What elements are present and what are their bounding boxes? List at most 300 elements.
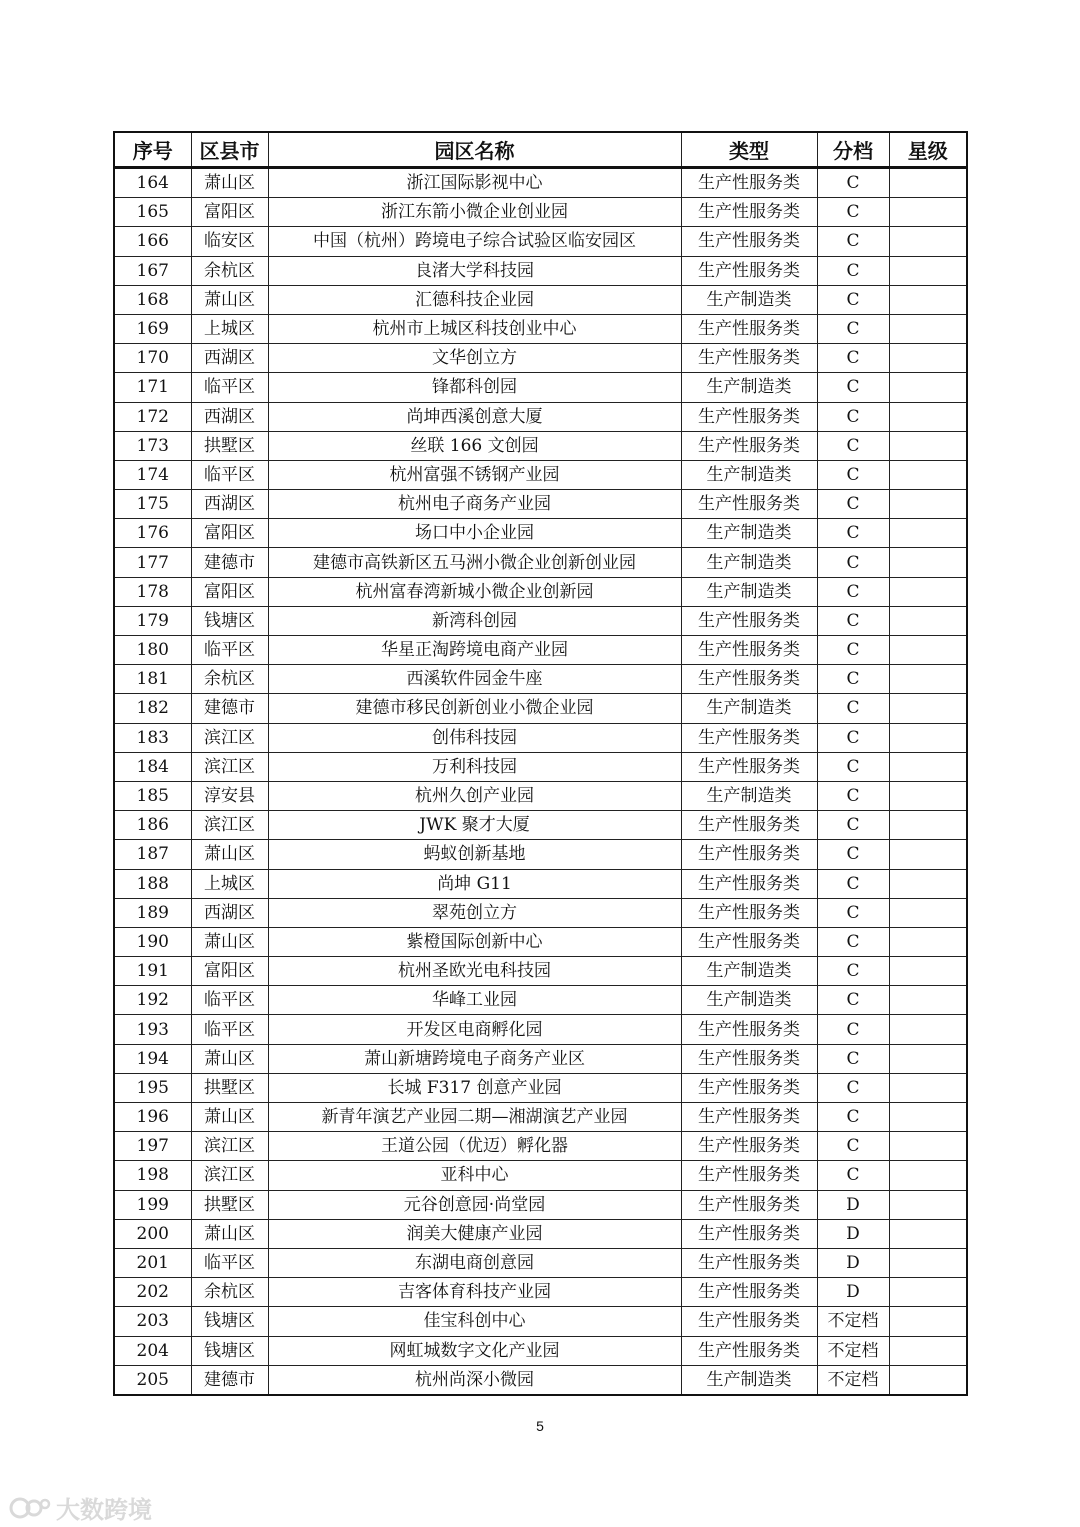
table-row [114, 1365, 967, 1395]
cell-type: 生产性服务类 [681, 869, 817, 898]
cell-index: 183 [114, 723, 191, 752]
cell-type: 生产制造类 [681, 373, 817, 402]
cell-park-name: 杭州久创产业园 [268, 781, 681, 810]
cell-type: 生产性服务类 [681, 1278, 817, 1307]
cell-star [889, 1307, 967, 1336]
cell-type: 生产性服务类 [681, 811, 817, 840]
cell-index: 177 [114, 548, 191, 577]
col-header-index: 序号 [114, 132, 191, 168]
cell-park-name: 新湾科创园 [268, 606, 681, 635]
cell-grade: C [817, 957, 889, 986]
cell-star [889, 1103, 967, 1132]
table-row [114, 781, 967, 810]
cell-grade: C [817, 927, 889, 956]
cell-district: 拱墅区 [191, 431, 268, 460]
cell-star [889, 314, 967, 343]
cell-park-name: 建德市移民创新创业小微企业园 [268, 694, 681, 723]
cell-district: 萧山区 [191, 840, 268, 869]
cell-type: 生产制造类 [681, 285, 817, 314]
cell-grade: C [817, 431, 889, 460]
cell-district: 建德市 [191, 548, 268, 577]
cell-type: 生产性服务类 [681, 723, 817, 752]
table-row [114, 723, 967, 752]
cell-index: 172 [114, 402, 191, 431]
cell-park-name: 翠苑创立方 [268, 898, 681, 927]
cell-star [889, 636, 967, 665]
cell-district: 滨江区 [191, 1132, 268, 1161]
cell-park-name: 良渚大学科技园 [268, 256, 681, 285]
cell-grade: D [817, 1278, 889, 1307]
cell-index: 184 [114, 752, 191, 781]
cell-grade: C [817, 256, 889, 285]
cell-grade: C [817, 986, 889, 1015]
cell-district: 西湖区 [191, 490, 268, 519]
cell-index: 199 [114, 1190, 191, 1219]
table-row [114, 1336, 967, 1365]
cell-district: 萧山区 [191, 927, 268, 956]
cell-type: 生产性服务类 [681, 927, 817, 956]
cell-district: 临安区 [191, 227, 268, 256]
cell-park-name: 建德市高铁新区五马洲小微企业创新创业园 [268, 548, 681, 577]
cell-park-name: 紫橙国际创新中心 [268, 927, 681, 956]
cell-type: 生产性服务类 [681, 256, 817, 285]
cell-star [889, 665, 967, 694]
cell-type: 生产制造类 [681, 460, 817, 489]
cell-index: 197 [114, 1132, 191, 1161]
cell-district: 富阳区 [191, 519, 268, 548]
table-row [114, 168, 967, 198]
cell-star [889, 344, 967, 373]
table-row [114, 1190, 967, 1219]
watermark [8, 1490, 152, 1525]
cell-index: 205 [114, 1365, 191, 1395]
cell-type: 生产制造类 [681, 577, 817, 606]
cell-star [889, 694, 967, 723]
cell-district: 余杭区 [191, 1278, 268, 1307]
cell-index: 189 [114, 898, 191, 927]
cell-type: 生产性服务类 [681, 1307, 817, 1336]
cell-index: 179 [114, 606, 191, 635]
cell-star [889, 256, 967, 285]
cell-type: 生产性服务类 [681, 665, 817, 694]
cell-grade: C [817, 460, 889, 489]
cell-park-name: 萧山新塘跨境电子商务产业区 [268, 1044, 681, 1073]
cell-park-name: 尚坤西溪创意大厦 [268, 402, 681, 431]
cell-star [889, 957, 967, 986]
cell-star [889, 898, 967, 927]
cell-type: 生产性服务类 [681, 1073, 817, 1102]
cell-index: 181 [114, 665, 191, 694]
cell-park-name: 吉客体育科技产业园 [268, 1278, 681, 1307]
cell-district: 萧山区 [191, 1219, 268, 1248]
cell-district: 余杭区 [191, 256, 268, 285]
cell-district: 萧山区 [191, 168, 268, 198]
cell-grade: 不定档 [817, 1307, 889, 1336]
cell-grade: C [817, 1073, 889, 1102]
cell-park-name: 杭州市上城区科技创业中心 [268, 314, 681, 343]
cell-grade: C [817, 577, 889, 606]
cell-district: 淳安县 [191, 781, 268, 810]
table-row [114, 1219, 967, 1248]
cell-grade: C [817, 1132, 889, 1161]
cell-grade: D [817, 1190, 889, 1219]
cell-district: 滨江区 [191, 723, 268, 752]
cell-park-name: 汇德科技企业园 [268, 285, 681, 314]
cell-district: 富阳区 [191, 577, 268, 606]
cell-type: 生产性服务类 [681, 1044, 817, 1073]
cell-star [889, 781, 967, 810]
cell-grade: C [817, 665, 889, 694]
table-row [114, 1073, 967, 1102]
cell-district: 萧山区 [191, 1044, 268, 1073]
cell-index: 200 [114, 1219, 191, 1248]
cell-type: 生产性服务类 [681, 1103, 817, 1132]
cell-type: 生产性服务类 [681, 344, 817, 373]
cell-type: 生产性服务类 [681, 898, 817, 927]
table-row [114, 957, 967, 986]
cell-type: 生产性服务类 [681, 1132, 817, 1161]
cell-district: 钱塘区 [191, 606, 268, 635]
cell-grade: C [817, 227, 889, 256]
table-row [114, 1278, 967, 1307]
cell-star [889, 168, 967, 198]
cell-index: 182 [114, 694, 191, 723]
cell-grade: C [817, 1161, 889, 1190]
cell-park-name: 杭州圣欧光电科技园 [268, 957, 681, 986]
table-row [114, 285, 967, 314]
table-row [114, 869, 967, 898]
cell-grade: C [817, 402, 889, 431]
cell-type: 生产制造类 [681, 548, 817, 577]
table-row [114, 665, 967, 694]
table-row [114, 898, 967, 927]
cell-star [889, 1219, 967, 1248]
cell-type: 生产性服务类 [681, 1336, 817, 1365]
cell-park-name: 网虹城数字文化产业园 [268, 1336, 681, 1365]
park-list-table [113, 131, 968, 1396]
table-row [114, 752, 967, 781]
cell-star [889, 490, 967, 519]
cell-park-name: 长城 F317 创意产业园 [268, 1073, 681, 1102]
cell-star [889, 840, 967, 869]
table-row [114, 460, 967, 489]
cell-park-name: 佳宝科创中心 [268, 1307, 681, 1336]
cell-index: 194 [114, 1044, 191, 1073]
cell-district: 拱墅区 [191, 1190, 268, 1219]
cell-district: 富阳区 [191, 957, 268, 986]
cell-park-name: 杭州富强不锈钢产业园 [268, 460, 681, 489]
cell-star [889, 1248, 967, 1277]
cell-park-name: 创伟科技园 [268, 723, 681, 752]
cell-district: 建德市 [191, 1365, 268, 1395]
cell-star [889, 198, 967, 227]
cell-park-name: 浙江东箭小微企业创业园 [268, 198, 681, 227]
cell-park-name: 尚坤 G11 [268, 869, 681, 898]
table-row [114, 431, 967, 460]
table-header-row [114, 132, 967, 168]
cell-index: 198 [114, 1161, 191, 1190]
cell-park-name: 元谷创意园·尚堂园 [268, 1190, 681, 1219]
cell-park-name: 杭州电子商务产业园 [268, 490, 681, 519]
cell-type: 生产性服务类 [681, 1248, 817, 1277]
cell-index: 169 [114, 314, 191, 343]
watermark-logo-icon [8, 1495, 52, 1521]
cell-star [889, 606, 967, 635]
cell-index: 173 [114, 431, 191, 460]
cell-grade: C [817, 723, 889, 752]
cell-park-name: 丝联 166 文创园 [268, 431, 681, 460]
col-header-grade: 分档 [817, 132, 889, 168]
cell-type: 生产性服务类 [681, 1161, 817, 1190]
cell-type: 生产性服务类 [681, 636, 817, 665]
cell-index: 180 [114, 636, 191, 665]
table-row [114, 227, 967, 256]
cell-index: 178 [114, 577, 191, 606]
cell-index: 196 [114, 1103, 191, 1132]
cell-district: 西湖区 [191, 344, 268, 373]
cell-star [889, 1278, 967, 1307]
table-row [114, 694, 967, 723]
table-row [114, 986, 967, 1015]
cell-grade: C [817, 490, 889, 519]
table-row [114, 811, 967, 840]
table-row [114, 1103, 967, 1132]
cell-star [889, 927, 967, 956]
table-row [114, 606, 967, 635]
cell-type: 生产性服务类 [681, 1015, 817, 1044]
cell-grade: 不定档 [817, 1336, 889, 1365]
cell-park-name: 东湖电商创意园 [268, 1248, 681, 1277]
cell-district: 拱墅区 [191, 1073, 268, 1102]
table-row [114, 490, 967, 519]
cell-star [889, 986, 967, 1015]
cell-index: 176 [114, 519, 191, 548]
cell-grade: C [817, 811, 889, 840]
cell-grade: C [817, 1015, 889, 1044]
cell-grade: D [817, 1248, 889, 1277]
table-row [114, 198, 967, 227]
cell-district: 富阳区 [191, 198, 268, 227]
col-header-type: 类型 [681, 132, 817, 168]
cell-district: 萧山区 [191, 1103, 268, 1132]
cell-index: 203 [114, 1307, 191, 1336]
cell-grade: C [817, 314, 889, 343]
cell-index: 186 [114, 811, 191, 840]
table-row [114, 1132, 967, 1161]
cell-grade: C [817, 519, 889, 548]
cell-district: 滨江区 [191, 752, 268, 781]
cell-index: 170 [114, 344, 191, 373]
table-row [114, 314, 967, 343]
cell-star [889, 373, 967, 402]
cell-index: 201 [114, 1248, 191, 1277]
table-row [114, 1044, 967, 1073]
table-row [114, 840, 967, 869]
cell-park-name: 锋都科创园 [268, 373, 681, 402]
cell-star [889, 869, 967, 898]
cell-district: 钱塘区 [191, 1336, 268, 1365]
table-row [114, 927, 967, 956]
cell-grade: C [817, 869, 889, 898]
cell-type: 生产性服务类 [681, 431, 817, 460]
cell-grade: C [817, 168, 889, 198]
cell-grade: C [817, 1103, 889, 1132]
watermark-text: 大数跨境 [56, 1496, 152, 1524]
cell-star [889, 1015, 967, 1044]
cell-type: 生产制造类 [681, 1365, 817, 1395]
cell-park-name: 亚科中心 [268, 1161, 681, 1190]
cell-district: 余杭区 [191, 665, 268, 694]
cell-grade: C [817, 344, 889, 373]
cell-grade: 不定档 [817, 1365, 889, 1395]
cell-district: 滨江区 [191, 811, 268, 840]
cell-type: 生产性服务类 [681, 227, 817, 256]
table-body [114, 168, 967, 1395]
cell-district: 上城区 [191, 314, 268, 343]
table-row [114, 344, 967, 373]
cell-star [889, 811, 967, 840]
cell-type: 生产性服务类 [681, 1190, 817, 1219]
cell-index: 188 [114, 869, 191, 898]
cell-park-name: 文华创立方 [268, 344, 681, 373]
cell-grade: D [817, 1219, 889, 1248]
cell-index: 175 [114, 490, 191, 519]
cell-district: 临平区 [191, 636, 268, 665]
cell-type: 生产制造类 [681, 519, 817, 548]
cell-type: 生产制造类 [681, 694, 817, 723]
cell-index: 185 [114, 781, 191, 810]
cell-star [889, 1365, 967, 1395]
cell-district: 临平区 [191, 1015, 268, 1044]
cell-type: 生产制造类 [681, 957, 817, 986]
cell-park-name: 浙江国际影视中心 [268, 168, 681, 198]
cell-type: 生产制造类 [681, 986, 817, 1015]
cell-park-name: 中国（杭州）跨境电子综合试验区临安园区 [268, 227, 681, 256]
col-header-star: 星级 [889, 132, 967, 168]
cell-park-name: 场口中小企业园 [268, 519, 681, 548]
cell-district: 上城区 [191, 869, 268, 898]
cell-star [889, 519, 967, 548]
cell-index: 164 [114, 168, 191, 198]
cell-grade: C [817, 898, 889, 927]
cell-park-name: 万利科技园 [268, 752, 681, 781]
cell-star [889, 431, 967, 460]
cell-star [889, 723, 967, 752]
cell-park-name: 蚂蚁创新基地 [268, 840, 681, 869]
cell-star [889, 402, 967, 431]
cell-grade: C [817, 694, 889, 723]
cell-star [889, 548, 967, 577]
cell-district: 西湖区 [191, 402, 268, 431]
cell-park-name: 华星正淘跨境电商产业园 [268, 636, 681, 665]
table-row [114, 1015, 967, 1044]
cell-index: 191 [114, 957, 191, 986]
cell-grade: C [817, 198, 889, 227]
table-row [114, 636, 967, 665]
cell-index: 174 [114, 460, 191, 489]
cell-star [889, 1336, 967, 1365]
cell-district: 临平区 [191, 460, 268, 489]
cell-park-name: 新青年演艺产业园二期—湘湖演艺产业园 [268, 1103, 681, 1132]
cell-index: 195 [114, 1073, 191, 1102]
cell-star [889, 1132, 967, 1161]
table-row [114, 548, 967, 577]
cell-type: 生产性服务类 [681, 840, 817, 869]
cell-park-name: 华峰工业园 [268, 986, 681, 1015]
cell-district: 临平区 [191, 373, 268, 402]
cell-type: 生产性服务类 [681, 168, 817, 198]
cell-index: 167 [114, 256, 191, 285]
cell-index: 204 [114, 1336, 191, 1365]
table-row [114, 577, 967, 606]
cell-star [889, 752, 967, 781]
cell-grade: C [817, 285, 889, 314]
table-row [114, 256, 967, 285]
cell-star [889, 1190, 967, 1219]
cell-index: 166 [114, 227, 191, 256]
page-number: 5 [536, 1418, 544, 1434]
table-row [114, 1307, 967, 1336]
col-header-district: 区县市 [191, 132, 268, 168]
cell-type: 生产性服务类 [681, 1219, 817, 1248]
cell-index: 192 [114, 986, 191, 1015]
col-header-park-name: 园区名称 [268, 132, 681, 168]
table-row [114, 373, 967, 402]
table-row [114, 402, 967, 431]
cell-type: 生产性服务类 [681, 198, 817, 227]
cell-district: 萧山区 [191, 285, 268, 314]
cell-star [889, 1161, 967, 1190]
cell-index: 202 [114, 1278, 191, 1307]
cell-grade: C [817, 373, 889, 402]
cell-grade: C [817, 752, 889, 781]
cell-park-name: 开发区电商孵化园 [268, 1015, 681, 1044]
cell-district: 钱塘区 [191, 1307, 268, 1336]
cell-park-name: JWK 聚才大厦 [268, 811, 681, 840]
table-row [114, 519, 967, 548]
cell-star [889, 460, 967, 489]
cell-district: 建德市 [191, 694, 268, 723]
cell-index: 190 [114, 927, 191, 956]
cell-type: 生产性服务类 [681, 752, 817, 781]
cell-park-name: 杭州尚深小微园 [268, 1365, 681, 1395]
cell-star [889, 1073, 967, 1102]
cell-park-name: 润美大健康产业园 [268, 1219, 681, 1248]
cell-district: 临平区 [191, 986, 268, 1015]
cell-type: 生产性服务类 [681, 402, 817, 431]
cell-type: 生产性服务类 [681, 314, 817, 343]
cell-district: 西湖区 [191, 898, 268, 927]
cell-star [889, 285, 967, 314]
cell-index: 168 [114, 285, 191, 314]
cell-type: 生产性服务类 [681, 490, 817, 519]
cell-grade: C [817, 548, 889, 577]
cell-index: 165 [114, 198, 191, 227]
cell-grade: C [817, 606, 889, 635]
cell-index: 171 [114, 373, 191, 402]
cell-grade: C [817, 840, 889, 869]
cell-park-name: 王道公园（优迈）孵化器 [268, 1132, 681, 1161]
cell-district: 临平区 [191, 1248, 268, 1277]
table-row [114, 1161, 967, 1190]
cell-park-name: 西溪软件园金牛座 [268, 665, 681, 694]
cell-type: 生产制造类 [681, 781, 817, 810]
cell-district: 滨江区 [191, 1161, 268, 1190]
cell-index: 187 [114, 840, 191, 869]
cell-grade: C [817, 1044, 889, 1073]
cell-park-name: 杭州富春湾新城小微企业创新园 [268, 577, 681, 606]
table-row [114, 1248, 967, 1277]
